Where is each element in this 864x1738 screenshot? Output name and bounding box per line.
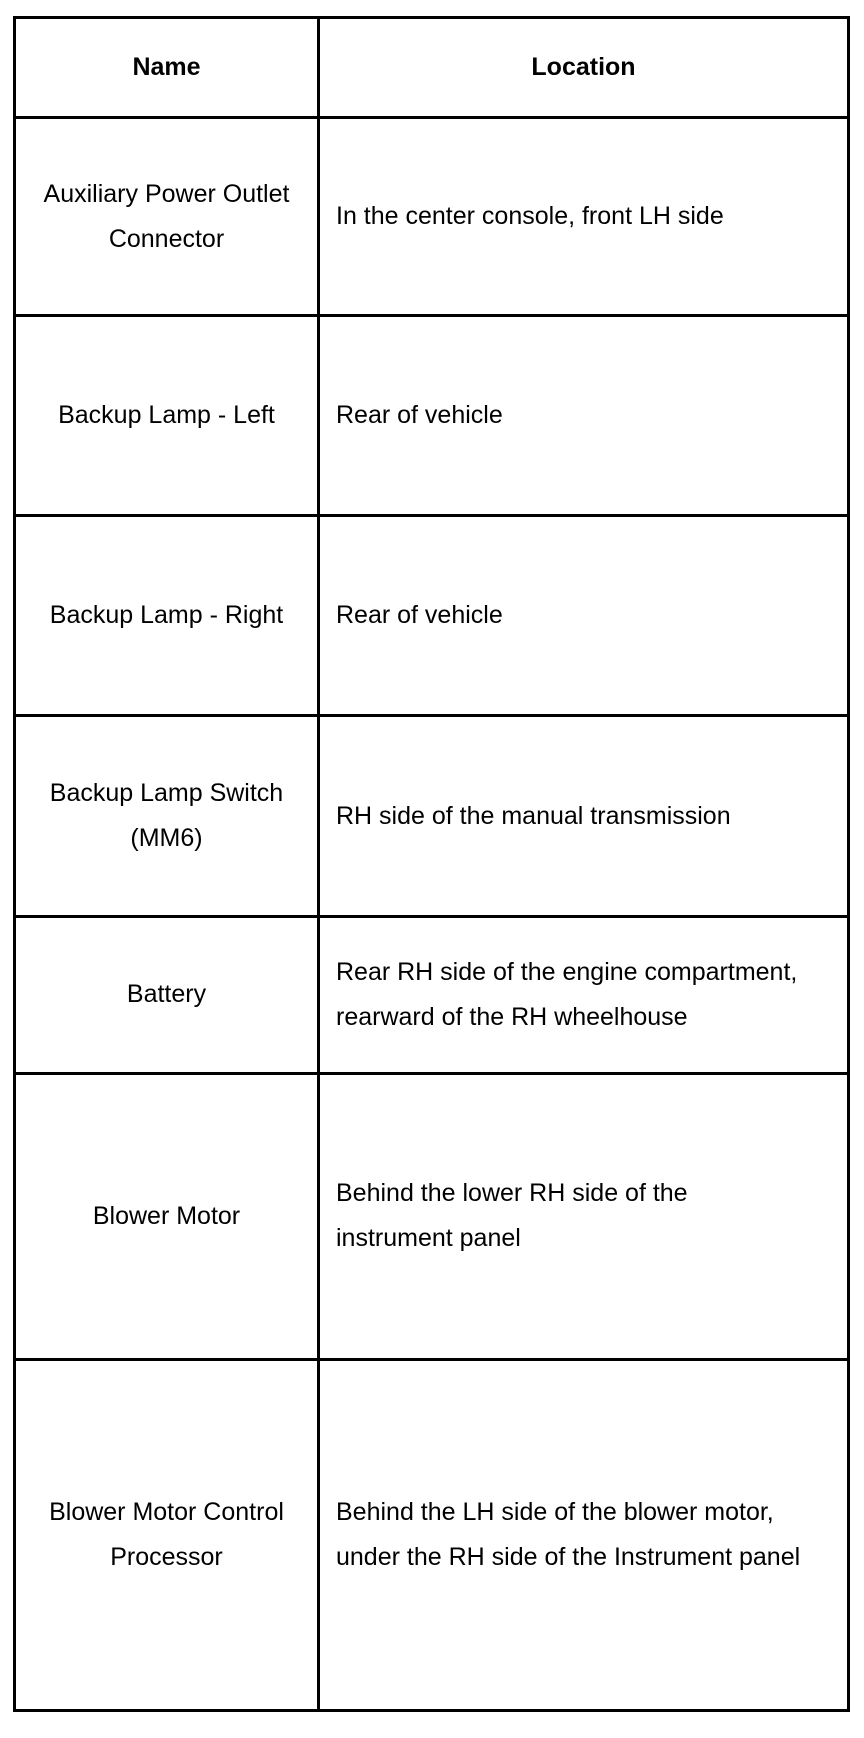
row-name: Backup Lamp Switch (MM6) bbox=[15, 716, 319, 916]
table-row bbox=[15, 916, 849, 1074]
row-name: Backup Lamp - Left bbox=[15, 316, 319, 516]
row-name: Backup Lamp - Right bbox=[15, 516, 319, 716]
header-name: Name bbox=[15, 18, 319, 118]
row-name: Auxiliary Power Outlet Connector bbox=[15, 118, 319, 316]
header-location: Location bbox=[319, 18, 849, 118]
row-name: Battery bbox=[15, 916, 319, 1074]
table-row bbox=[15, 516, 849, 716]
row-location: Rear of vehicle bbox=[319, 516, 849, 716]
table-row bbox=[15, 716, 849, 916]
table-row bbox=[15, 1074, 849, 1359]
row-location: Rear RH side of the engine compartment, rearward of the RH wheelhouse bbox=[319, 916, 849, 1074]
row-location: Behind the lower RH side of the instrument panel bbox=[319, 1074, 849, 1359]
row-name: Blower Motor bbox=[15, 1074, 319, 1359]
table-row bbox=[15, 316, 849, 516]
component-location-table bbox=[13, 16, 850, 1712]
table-row bbox=[15, 1359, 849, 1710]
row-location: Rear of vehicle bbox=[319, 316, 849, 516]
row-name: Blower Motor Control Processor bbox=[15, 1359, 319, 1710]
row-location: Behind the LH side of the blower motor, under the RH side of the Instrument panel bbox=[319, 1359, 849, 1710]
table-row bbox=[15, 118, 849, 316]
row-location: In the center console, front LH side bbox=[319, 118, 849, 316]
row-location: RH side of the manual transmission bbox=[319, 716, 849, 916]
table-header-row bbox=[15, 18, 849, 118]
